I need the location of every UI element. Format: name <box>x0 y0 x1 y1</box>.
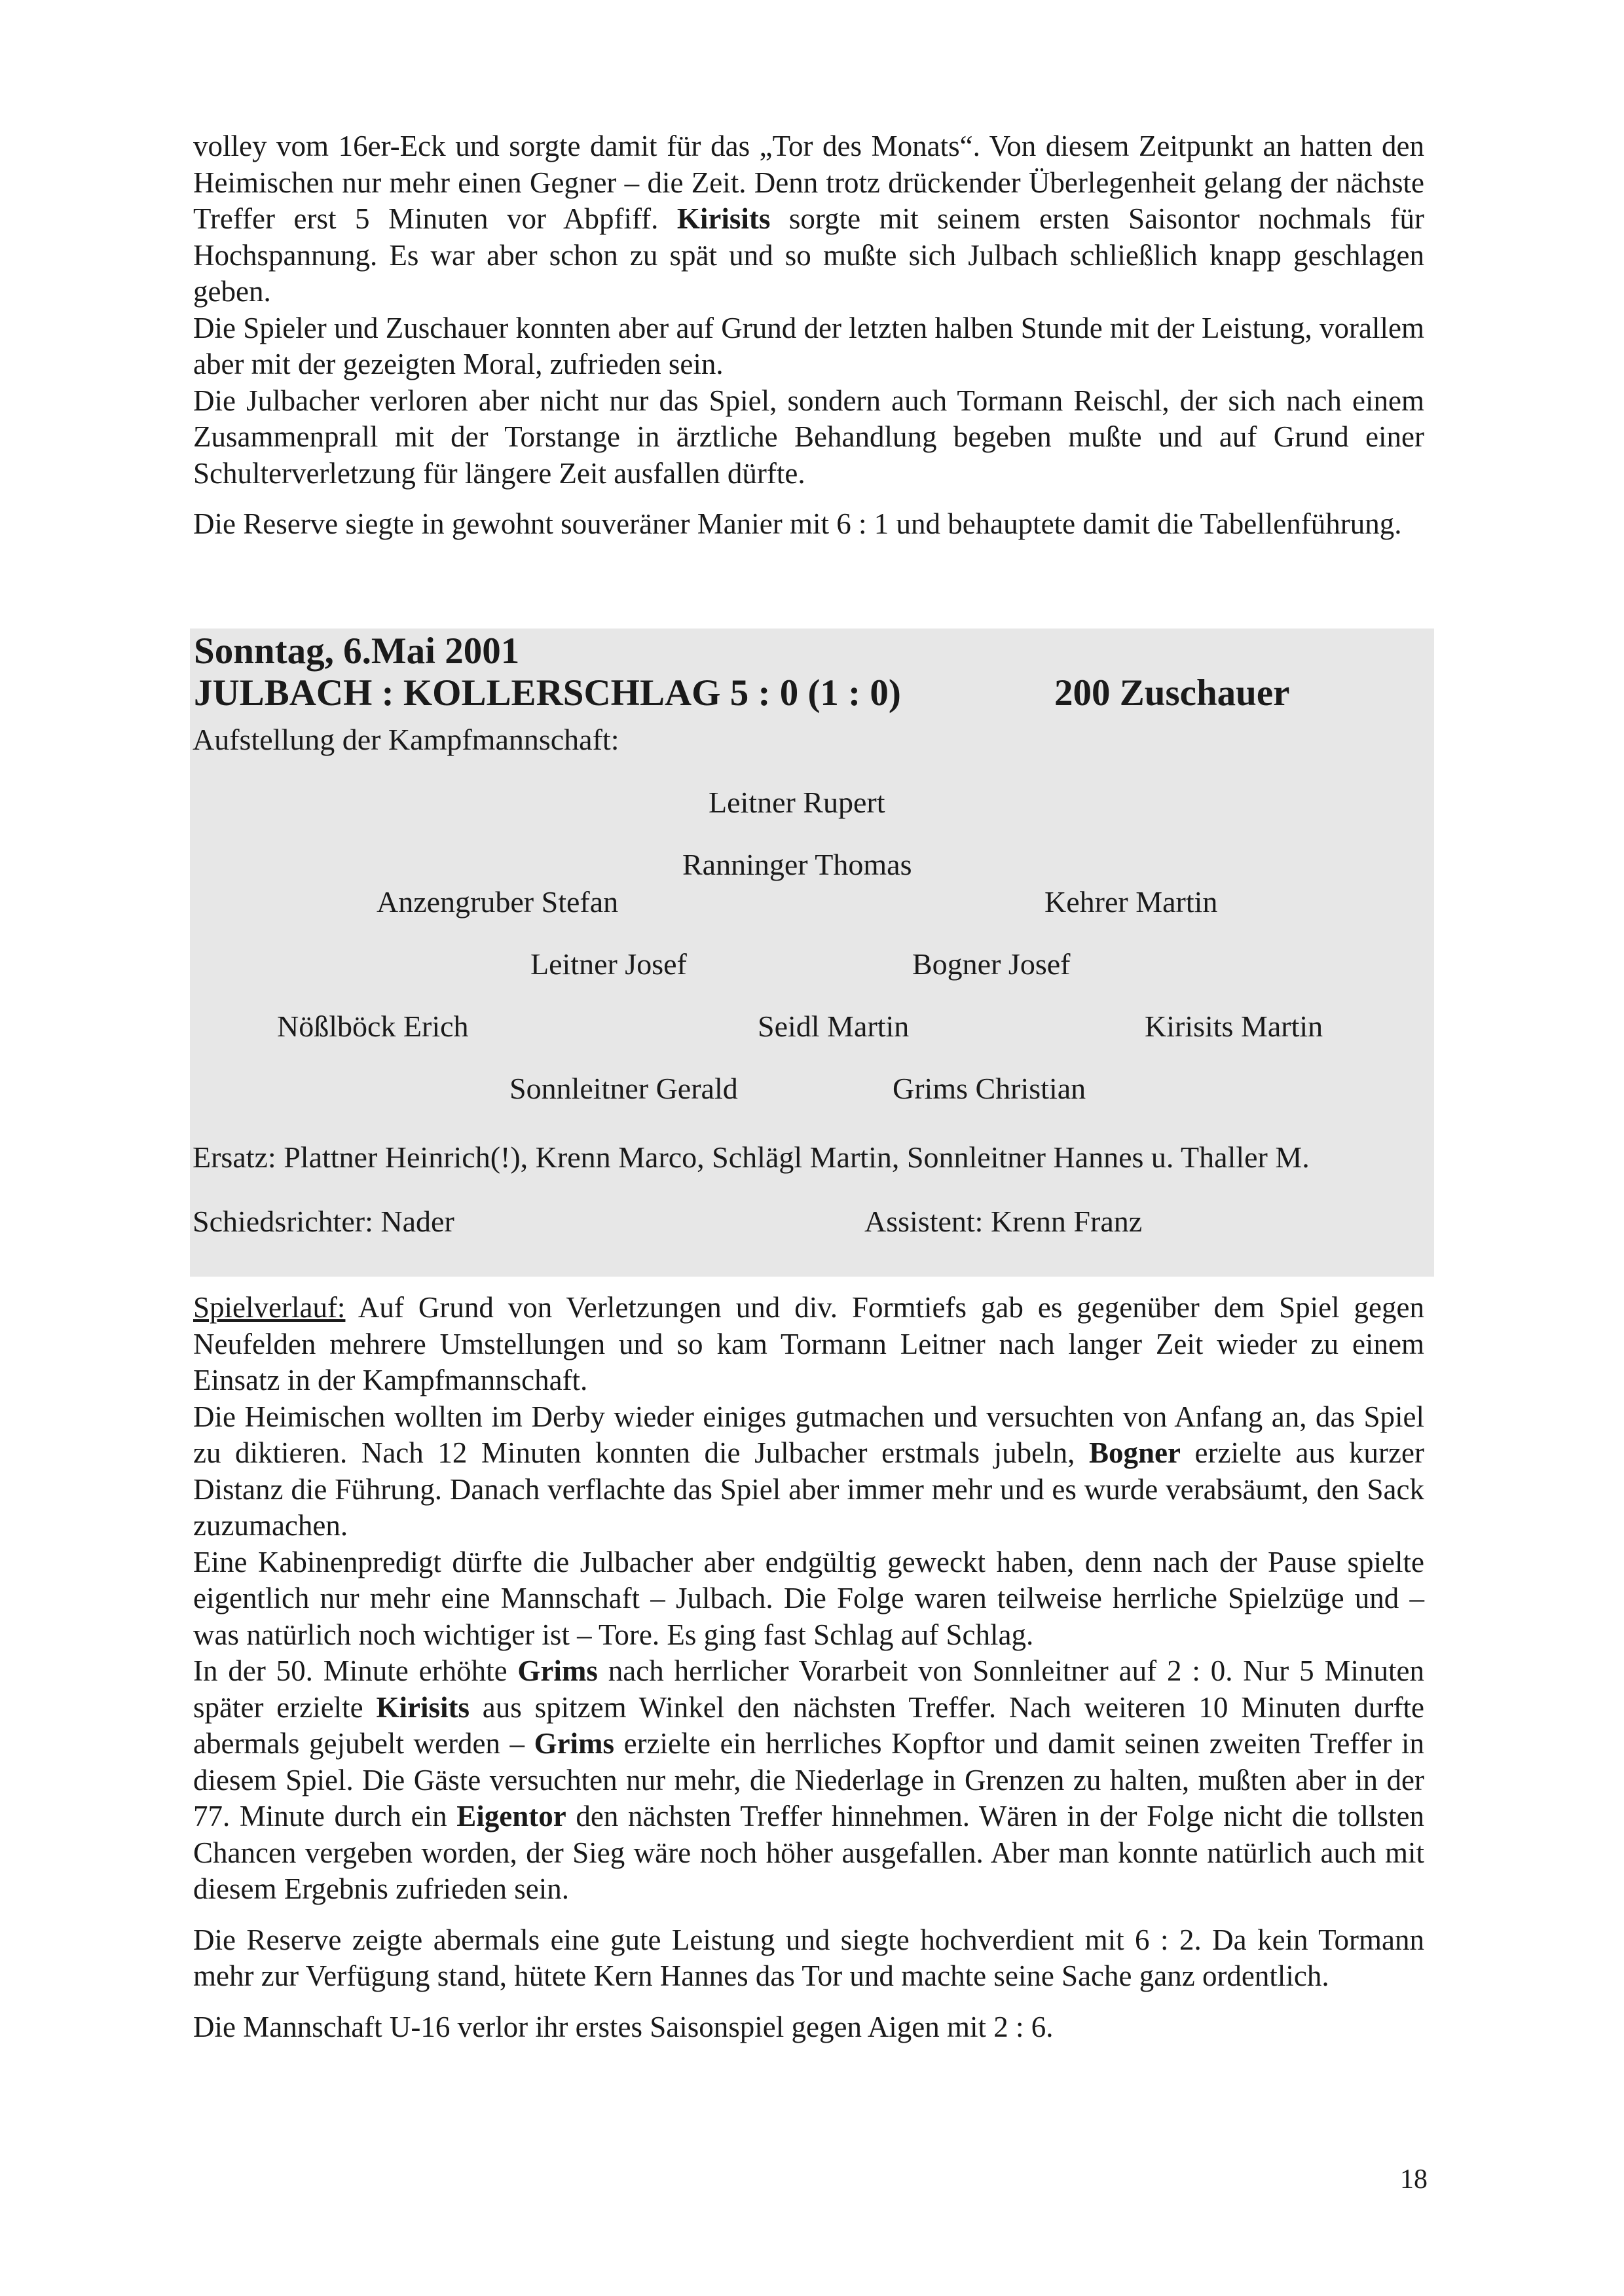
text-run: nach herrlicher Vorarbeit von Sonnleitner auf 2 : 0. Nur 5 Minuten später erzielte <box>193 1654 1424 1724</box>
text-run: den nächsten Treffer hinnehmen. Wären in der Folge nicht die tollsten Chancen vergeben worden, der Sieg wäre noch höher ausgefallen. Aber man konnte natürlich auch mit diesem Ergebnis zufrieden sein. <box>193 1800 1424 1905</box>
text-run: erzielte ein herrliches Kopftor und damit seinen zweiten Treffer in diesem Spiel. Die Gäste versuchten nur mehr, die Niederlage in Grenzen zu halten, mußten aber in der 77. Minute durch ein <box>193 1727 1424 1832</box>
match-info-box <box>190 629 1434 1277</box>
match-spectators: 200 Zuschauer <box>1054 672 1290 714</box>
text-run: sorgte mit seinem ersten Saisontor nochmals für Hochspannung. Es war aber schon zu spät und so mußte sich Julbach schließlich knapp geschlagen geben. <box>193 202 1424 308</box>
intro-reserve-paragraph: Die Reserve siegte in gewohnt souveräner Manier mit 6 : 1 und behauptete damit die Tabellenführung. <box>193 507 1402 540</box>
page-number: 18 <box>1400 2164 1428 2195</box>
intro-paragraph-1 <box>193 128 1424 310</box>
bold-text: Grims <box>534 1727 615 1760</box>
player-forward-right: Grims Christian <box>893 1072 1086 1105</box>
report-paragraph-2 <box>193 1399 1424 1544</box>
substitutes: Ersatz: Plattner Heinrich(!), Krenn Marco, Schlägl Martin, Sonnleitner Hannes u. Thaller M. <box>193 1140 1310 1174</box>
player-forward-left: Sonnleitner Gerald <box>509 1072 738 1105</box>
bold-text: Grims <box>517 1654 598 1687</box>
underlined-heading: Spielverlauf: <box>193 1291 346 1324</box>
player-defender-left: Anzengruber Stefan <box>377 885 619 919</box>
report-paragraph-3: Eine Kabinenpredigt dürfte die Julbacher aber endgültig geweckt haben, denn nach der Pause spielte eigentlich nur mehr eine Mannschaft – Julbach. Die Folge waren teilweise herrliche Spielzüge und – was natürlich noch wichtiger ist – Tore. Es ging fast Schlag auf Schlag. <box>193 1545 1424 1651</box>
player-libero: Ranninger Thomas <box>682 848 912 881</box>
text-run: In der 50. Minute erhöhte <box>193 1654 518 1687</box>
match-title: JULBACH : KOLLERSCHLAG 5 : 0 (1 : 0) <box>194 672 901 714</box>
bold-text: Eigentor <box>456 1800 566 1832</box>
report-reserve-paragraph: Die Reserve zeigte abermals eine gute Leistung und siegte hochverdient mit 6 : 2. Da kein Tormann mehr zur Verfügung stand, hütete Kern Hannes das Tor und machte seine Sache ganz ordentlich. <box>193 1923 1424 1992</box>
intro-section <box>193 128 1424 543</box>
player-defender-right: Kehrer Martin <box>1044 885 1218 919</box>
report-section <box>193 1290 1424 2045</box>
player-midfield-left: Leitner Josef <box>530 947 687 981</box>
text-run: volley vom 16er-Eck und sorgte damit für das „Tor des Monats“. Von diesem Zeitpunkt an hatten den Heimischen nur mehr einen Gegner – die Zeit. Denn trotz drückender Überlegenheit gelang der nächste Treffer erst 5 Minuten vor Abpfiff. <box>193 130 1424 235</box>
bold-text: Kirisits <box>676 202 771 235</box>
bold-text: Kirisits <box>376 1690 470 1724</box>
player-center: Seidl Martin <box>758 1010 910 1043</box>
lineup-label: Aufstellung der Kampfmannschaft: <box>193 723 619 756</box>
text-run: erzielte aus kurzer Distanz die Führung. Danach verflachte das Spiel aber immer mehr und es wurde verabsäumt, den Sack zuzumachen. <box>193 1436 1424 1542</box>
report-paragraph-4 <box>193 1653 1424 1908</box>
player-wing-left: Nößlböck Erich <box>277 1010 469 1043</box>
player-midfield-right: Bogner Josef <box>912 947 1071 981</box>
intro-paragraph-2: Die Spieler und Zuschauer konnten aber auf Grund der letzten halben Stunde mit der Leistung, vorallem aber mit der gezeigten Moral, zufrieden sein. <box>193 311 1424 380</box>
intro-paragraph-3: Die Julbacher verloren aber nicht nur das Spiel, sondern auch Tormann Reischl, der sich nach einem Zusammenprall mit der Torstange in ärztliche Behandlung begeben mußte und auf Grund einer Schulterverletzung für längere Zeit ausfallen dürfte. <box>193 384 1424 490</box>
referee: Schiedsrichter: Nader <box>193 1205 454 1238</box>
text-run: Auf Grund von Verletzungen und div. Formtiefs gab es gegenüber dem Spiel gegen Neufelden mehrere Umstellungen und so kam Tormann Leitner nach langer Zeit wieder zu einem Einsatz in der Kampfmannschaft. <box>193 1291 1424 1396</box>
player-wing-right: Kirisits Martin <box>1145 1010 1323 1043</box>
report-paragraph-1 <box>193 1290 1424 1399</box>
text-run: Die Heimischen wollten im Derby wieder einiges gutmachen und versuchten von Anfang an, das Spiel zu diktieren. Nach 12 Minuten konnten die Julbacher erstmals jubeln, <box>193 1400 1424 1469</box>
report-u16-paragraph: Die Mannschaft U-16 verlor ihr erstes Saisonspiel gegen Aigen mit 2 : 6. <box>193 2010 1054 2043</box>
bold-text: Bogner <box>1088 1436 1181 1469</box>
assistant-referee: Assistent: Krenn Franz <box>864 1205 1143 1238</box>
text-run: aus spitzem Winkel den nächsten Treffer. Nach weiteren 10 Minuten durfte abermals gejubelt werden – <box>193 1690 1424 1760</box>
player-goalkeeper: Leitner Rupert <box>709 786 885 819</box>
match-date: Sonntag, 6.Mai 2001 <box>194 630 520 672</box>
